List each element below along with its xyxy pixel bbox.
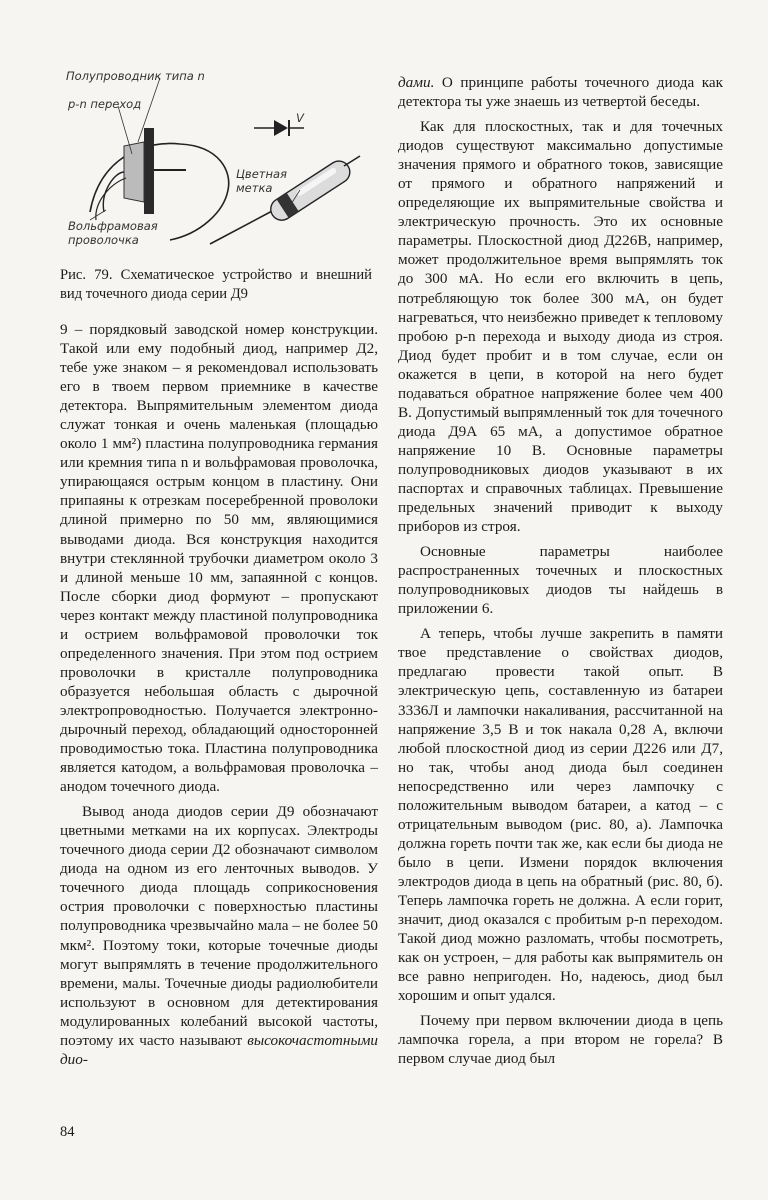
label-tungsten-wire: Вольфрамовая	[68, 219, 158, 233]
right-paragraph-0-em: дами.	[398, 74, 435, 91]
left-column	[60, 320, 378, 1071]
left-paragraph-2-em: высокочастотными дио-	[60, 1031, 379, 1068]
figure-caption: Рис. 79. Схематическое устройство и внешний вид точечного диода серии Д9	[60, 267, 372, 302]
right-paragraph-1: Как для плоскостных, так и для точечных диодов существуют максимально допустимые значения прямого и обратного токов, зависящие от прямого и обратного напряжений и определяющие их выпрямительные свойства и электрическую прочность. Это их основные параметры. Плоскостной диод Д226В, например, может продолжительное время выпрямлять ток до 300 мА. Но если его включить в цепь, потребляющую ток более 300 мА, он будет нагреваться, что неизбежно приведет к тепловому пробою p-n перехода и выходу диода из строя. Диод будет пробит и в том случае, если он окажется в цепи, в которой на него будет подаваться обратное напряжение более чем 400 В. Допустимый выпрямленный ток для точечного диода Д9А 65 мА, а допустимое обратное напряжение 10 В. Основные параметры полупроводниковых диодов указывают в их паспортах и справочных таблицах. Превышение предельных значений приводит к выходу приборов из строя.	[398, 118, 723, 536]
label-pn-junction: p-n переход	[68, 97, 142, 111]
diode-figure	[60, 62, 380, 274]
right-paragraph-2: Основные параметры наиболее распространенных точечных и плоскостных полупроводниковых диодов ты найдешь в приложении 6.	[398, 543, 723, 618]
left-paragraph-2-text: Вывод анода диодов серии Д9 обозначают цветными метками на их корпусах. Электроды точечного диода серии Д2 обозначают символом диода на одном из его ленточных выводов. У точечного диода площадь соприкосновения острия проволочки с поверхностью пластины полупроводника чрезвычайно мала – не более 50 мкм². Поэтому токи, которые точечные диоды могут выпрямлять в течение продолжительного времени, малы. Точечные диоды радиолюбители используют в основном для детектирования модулированных колебаний высокой частоты, поэтому их часто называют	[60, 803, 378, 1049]
right-paragraph-0-text: О принципе работы точечного диода как детектора ты уже знаешь из четвертой беседы.	[398, 74, 723, 111]
left-paragraph-1: 9 – порядковый заводской номер конструкции. Такой или ему подобный диод, например Д2, тебе уже знаком – я рекомендовал использовать его в твоем первом приемнике в качестве детектора. Выпрямительным элементом диода служат тонкая и очень маленькая (площадью около 1 мм²) пластина полупроводника германия или кремния типа n и вольфрамовая проволочка, упирающаяся острым концом в пластину. Они припаяны к отрезкам посеребренной проволоки длиной примерно по 50 мм, являющимися выводами диода. Вся конструкция находится внутри стеклянной трубочки диаметром около 3 и длиной меньше 10 мм, запаянной с концов. После сборки диод формуют – пропускают через контакт между пластиной полупроводника и острием вольфрамовой проволочки ток определенного значения. При этом под острием проволочки в кристалле полупроводника образуется небольшая область с дырочной электропроводностью. Получается электронно-дырочный переход, обладающий односторонней проводимостью тока. Пластина полупроводника является катодом, а вольфрамовая проволочка – анодом точечного диода.	[60, 321, 378, 796]
label-tungsten-wire-2: проволочка	[68, 233, 139, 247]
label-semiconductor: Полупроводник типа n	[66, 69, 205, 83]
right-column	[398, 73, 723, 1074]
right-paragraph-0	[398, 73, 723, 111]
left-paragraph-2	[60, 802, 378, 1069]
page-number: 84	[60, 1124, 75, 1140]
label-color-mark: Цветная	[236, 167, 287, 181]
label-color-mark-2: метка	[236, 181, 273, 195]
right-paragraph-3: А теперь, чтобы лучше закрепить в памяти твое представление о свойствах диодов, предлагаю провести такой опыт. В электрическую цепь, составленную из батареи 3336Л и лампочки накаливания, рассчитанной на напряжение 3,5 В и ток накала 0,28 А, включи любой плоскостной диод из серии Д226 или Д7, но так, чтобы анод диода был соединен непосредственно или через лампочку с положительным выводом батареи, а катод – с отрицательным выводом (рис. 80, а). Лампочка должна гореть почти так же, как если бы диода не было в цепи. Измени порядок включения электродов диода в цепь на обратный (рис. 80, б). Теперь лампочка гореть не должна. А если горит, значит, диод оказался с пробитым p-n переходом. Такой диод можно разломать, чтобы посмотреть, как он устроен, – для работы как выпрямитель он все равно непригоден. Но, надеюсь, диод был хорошим и опыт удался.	[398, 625, 723, 1005]
label-symbol-v: V	[296, 111, 304, 125]
right-paragraph-4: Почему при первом включении диода в цепь лампочка горела, а при втором не горела? В первом случае диод был	[398, 1012, 723, 1068]
